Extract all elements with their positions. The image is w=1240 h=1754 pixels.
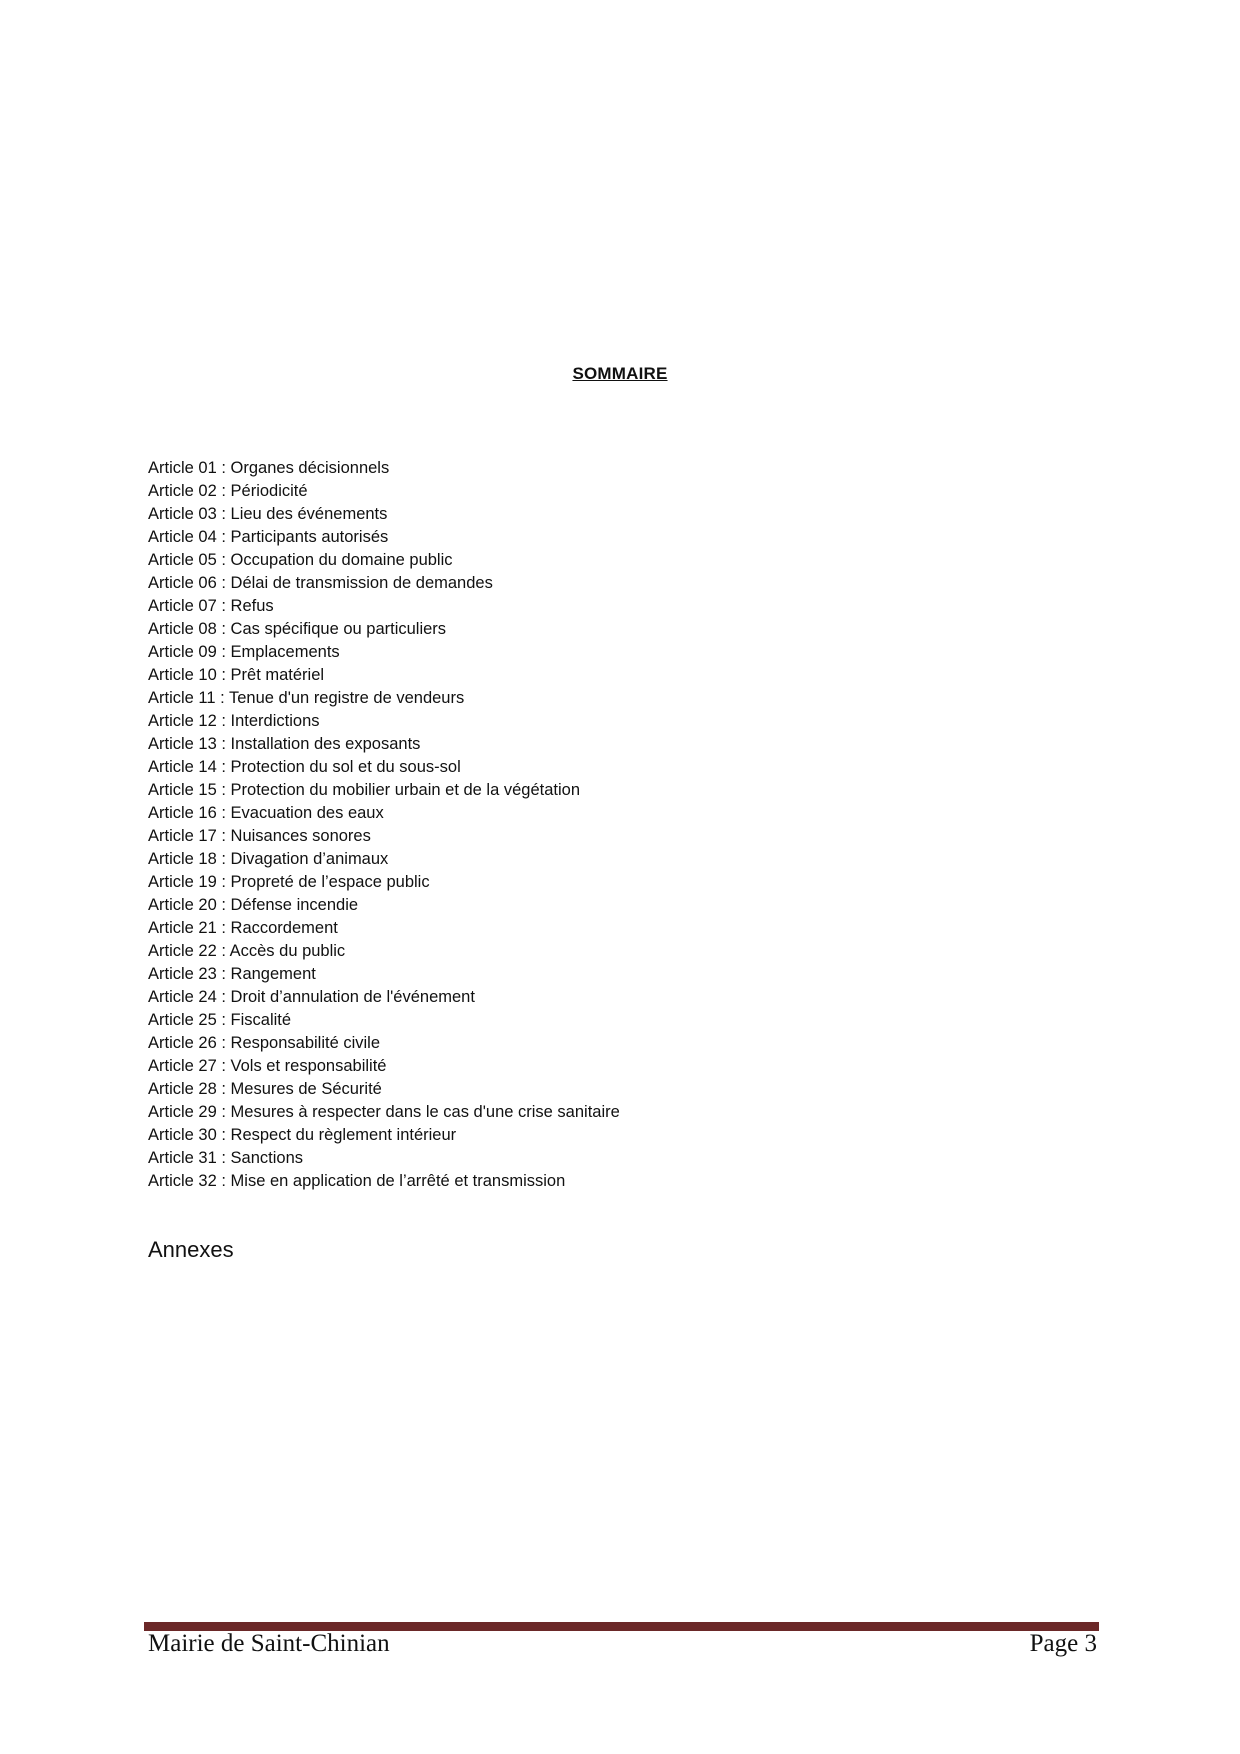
toc-item: Article 08 : Cas spécifique ou particuliers [148, 620, 447, 638]
toc-item: Article 07 : Refus [148, 597, 274, 615]
toc-item: Article 32 : Mise en application de l’arrêté et transmission [148, 1172, 566, 1190]
toc-item: Article 25 : Fiscalité [148, 1011, 292, 1029]
toc-item: Article 19 : Propreté de l’espace public [148, 873, 430, 891]
footer-page-number: Page 3 [1029, 1630, 1097, 1657]
toc-item: Article 18 : Divagation d’animaux [148, 850, 389, 868]
page-title: SOMMAIRE [572, 364, 668, 383]
toc-item: Article 21 : Raccordement [148, 919, 338, 937]
toc-item: Article 28 : Mesures de Sécurité [148, 1080, 382, 1098]
toc-item: Article 31 : Sanctions [148, 1149, 303, 1167]
toc-item: Article 30 : Respect du règlement intérieur [148, 1126, 457, 1144]
toc-item: Article 12 : Interdictions [148, 712, 320, 730]
toc-item: Article 05 : Occupation du domaine public [148, 551, 453, 569]
toc-item: Article 03 : Lieu des événements [148, 505, 388, 523]
toc-item: Article 15 : Protection du mobilier urbain et de la végétation [148, 781, 580, 799]
toc-item: Article 13 : Installation des exposants [148, 735, 421, 753]
toc-item: Article 29 : Mesures à respecter dans le cas d'une crise sanitaire [148, 1103, 620, 1121]
toc-item: Article 24 : Droit d’annulation de l'événement [148, 988, 475, 1006]
toc-item: Article 26 : Responsabilité civile [148, 1034, 381, 1052]
toc-item: Article 22 : Accès du public [148, 942, 346, 960]
footer-organization: Mairie de Saint-Chinian [148, 1630, 390, 1657]
annexes-heading: Annexes [148, 1237, 234, 1262]
toc-item: Article 09 : Emplacements [148, 643, 340, 661]
toc-item: Article 04 : Participants autorisés [148, 528, 389, 546]
toc-item: Article 27 : Vols et responsabilité [148, 1057, 387, 1075]
toc-item: Article 01 : Organes décisionnels [148, 459, 390, 477]
toc-item: Article 11 : Tenue d'un registre de vendeurs [148, 689, 465, 707]
toc-item: Article 10 : Prêt matériel [148, 666, 325, 684]
toc-item: Article 17 : Nuisances sonores [148, 827, 371, 845]
toc-item: Article 20 : Défense incendie [148, 896, 359, 914]
toc-item: Article 06 : Délai de transmission de demandes [148, 574, 493, 592]
table-of-contents [148, 457, 620, 1193]
toc-item: Article 23 : Rangement [148, 965, 316, 983]
toc-item: Article 02 : Périodicité [148, 482, 308, 500]
toc-item: Article 14 : Protection du sol et du sous-sol [148, 758, 461, 776]
toc-item: Article 16 : Evacuation des eaux [148, 804, 384, 822]
